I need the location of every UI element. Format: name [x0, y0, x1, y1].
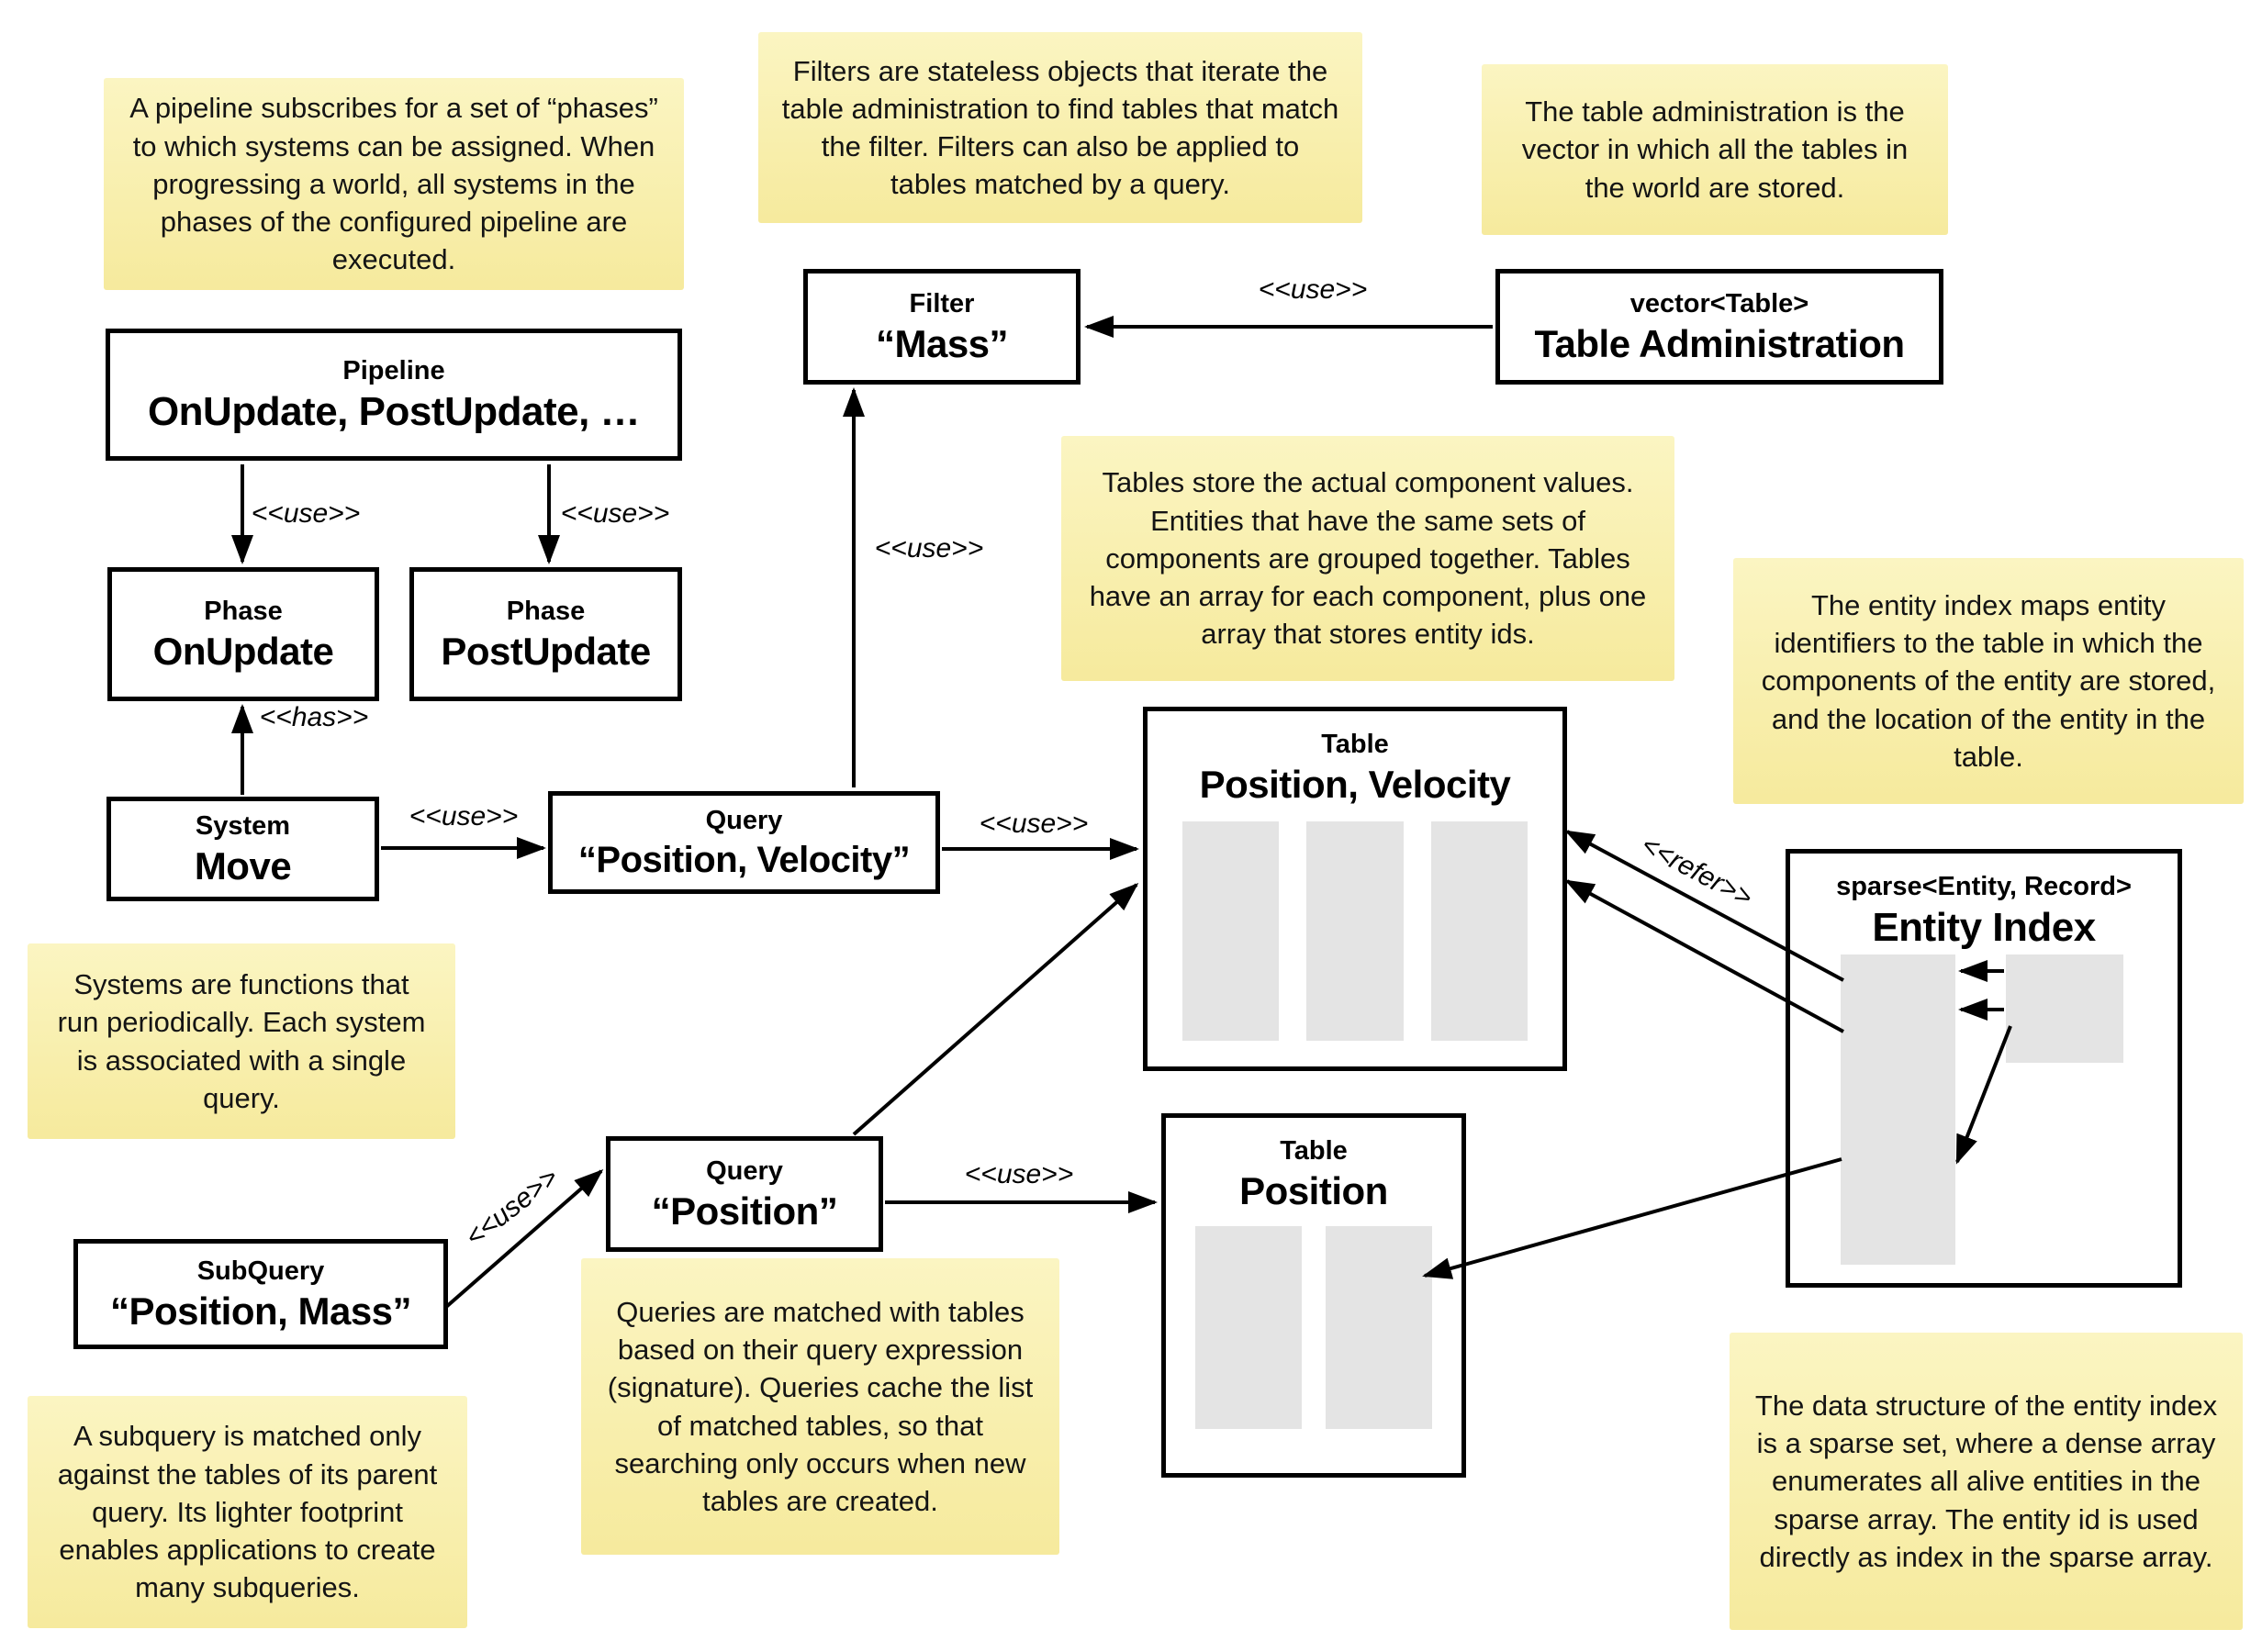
component-array-bar — [1306, 821, 1403, 1041]
box-phase-onupdate — [107, 567, 379, 701]
label-use-pipeline-onupdate: <<use>> — [251, 498, 361, 529]
box-query-position-value: “Position” — [651, 1189, 838, 1233]
box-filter-mass — [803, 269, 1081, 385]
label-use-query-filter: <<use>> — [874, 533, 984, 564]
box-entity-index-title: sparse<Entity, Record> — [1836, 872, 2132, 901]
box-query-position — [606, 1136, 883, 1252]
label-use-subquery-query: <<use>> — [459, 1162, 565, 1254]
note-subquery: A subquery is matched only against the tables of its parent query. Its lighter footprint enables applications to create many subqueries. — [28, 1396, 467, 1628]
label-use-admin-filter: <<use>> — [1258, 274, 1368, 305]
connector-entityindex-tablep — [1425, 1159, 1842, 1276]
box-table-administration-value: Table Administration — [1534, 321, 1905, 365]
connector-queryp-tablepv — [854, 885, 1137, 1134]
box-table-administration-title: vector<Table> — [1629, 289, 1809, 318]
box-phase-onupdate-title: Phase — [204, 597, 283, 626]
box-system-move-value: Move — [194, 843, 292, 887]
note-systems: Systems are functions that run periodically. Each system is associated with a single query. — [28, 943, 455, 1139]
box-system-move — [106, 797, 379, 901]
label-has-system-phase: <<has>> — [259, 702, 369, 732]
note-tables: Tables store the actual component values. Entities that have the same sets of components are grouped together. Tables have an array for each component, plus one array that stores entity ids. — [1061, 436, 1674, 681]
box-phase-postupdate-value: PostUpdate — [441, 629, 651, 673]
label-use-query-tablepv: <<use>> — [979, 809, 1089, 839]
note-table-administration: The table administration is the vector in which all the tables in the world are stored. — [1482, 64, 1948, 235]
box-filter-mass-title: Filter — [909, 289, 975, 318]
component-array-bar — [1182, 821, 1279, 1041]
box-table-position-value: Position — [1239, 1168, 1388, 1212]
sparse-array-bar — [1841, 954, 1955, 1265]
box-table-position-velocity-title: Table — [1321, 730, 1389, 759]
box-pipeline — [106, 329, 682, 461]
note-queries: Queries are matched with tables based on their query expression (signature). Queries cache the list of matched tables, so that searching only occurs when new tables are created. — [581, 1258, 1059, 1555]
component-arrays — [1166, 1213, 1461, 1429]
box-subquery-position-mass-title: SubQuery — [196, 1256, 325, 1286]
dense-array-bar — [2006, 954, 2123, 1063]
box-phase-postupdate — [409, 567, 682, 701]
box-query-position-velocity-value: “Position, Velocity” — [577, 839, 911, 880]
component-array-bar — [1326, 1226, 1432, 1429]
box-query-position-velocity — [548, 791, 940, 894]
box-system-move-title: System — [195, 811, 291, 841]
label-refer-entityindex-tables: <<refer>> — [1636, 830, 1758, 914]
box-table-position-velocity-value: Position, Velocity — [1199, 762, 1511, 806]
note-entity-index: The entity index maps entity identifiers to the table in which the components of the entity are stored, and the location of the entity in the table. — [1733, 558, 2244, 804]
box-query-position-title: Query — [706, 1156, 783, 1186]
box-phase-onupdate-value: OnUpdate — [152, 629, 334, 673]
note-filters: Filters are stateless objects that iterate the table administration to find tables that match the filter. Filters can also be applied to tables matched by a query. — [758, 32, 1362, 223]
component-arrays — [1148, 807, 1562, 1041]
box-entity-index-value: Entity Index — [1872, 904, 2096, 950]
box-pipeline-value: OnUpdate, PostUpdate, … — [147, 388, 641, 434]
box-table-position — [1161, 1113, 1466, 1478]
note-pipeline: A pipeline subscribes for a set of “phases” to which systems can be assigned. When progressing a world, all systems in the phases of the configured pipeline are executed. — [104, 78, 684, 290]
label-use-query-tablep: <<use>> — [964, 1159, 1074, 1189]
note-sparse-set: The data structure of the entity index is a sparse set, where a dense array enumerates all alive entities in the sparse array. The entity id is used directly as index in the sparse array. — [1730, 1333, 2243, 1630]
box-filter-mass-value: “Mass” — [875, 321, 1009, 365]
box-query-position-velocity-title: Query — [705, 806, 783, 836]
box-table-position-title: Table — [1280, 1136, 1348, 1166]
box-pipeline-title: Pipeline — [342, 355, 445, 385]
box-table-position-velocity — [1143, 707, 1567, 1071]
label-use-pipeline-postupdate: <<use>> — [560, 498, 670, 529]
box-subquery-position-mass-value: “Position, Mass” — [109, 1289, 412, 1333]
box-subquery-position-mass — [73, 1239, 448, 1349]
component-array-bar — [1195, 1226, 1302, 1429]
box-phase-postupdate-title: Phase — [506, 597, 586, 626]
box-entity-index — [1786, 849, 2182, 1288]
label-use-system-query: <<use>> — [409, 801, 519, 832]
box-table-administration — [1495, 269, 1943, 385]
component-array-bar — [1431, 821, 1528, 1041]
